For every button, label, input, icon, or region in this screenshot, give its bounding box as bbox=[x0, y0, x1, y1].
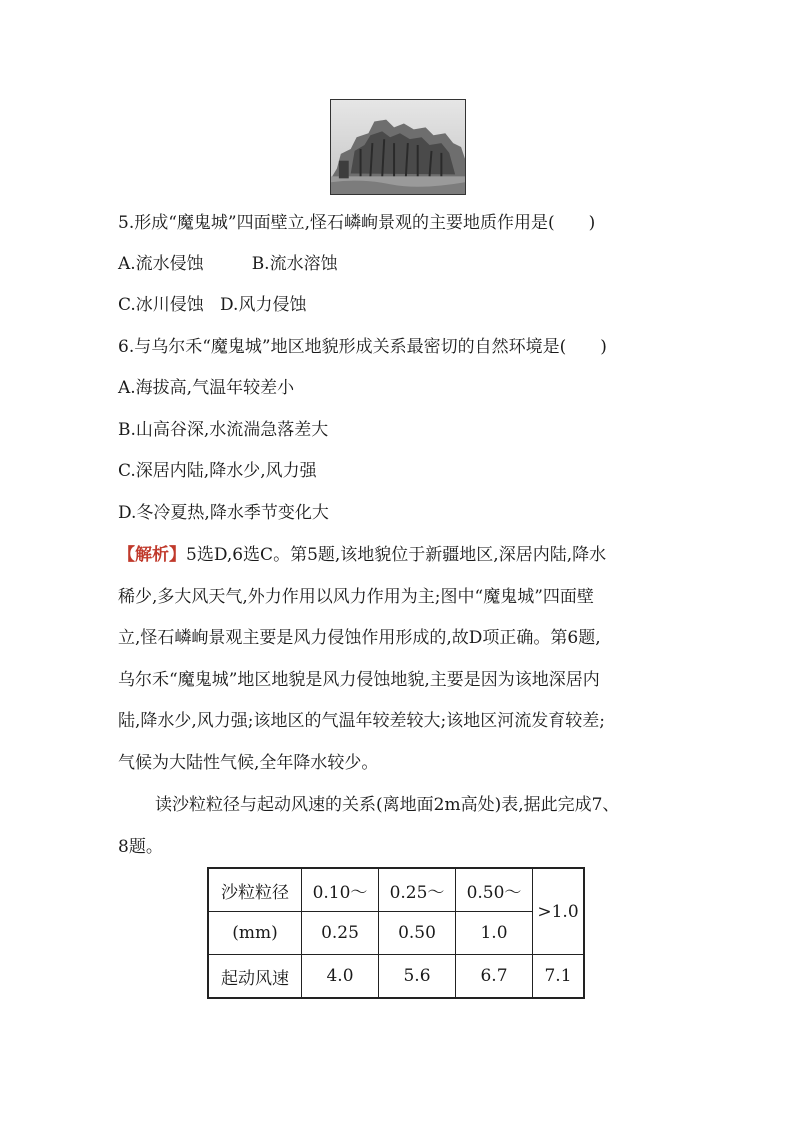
q6-option-c: C.深居内陆,降水少,风力强 bbox=[118, 461, 317, 481]
range-2-top: 0.25～ bbox=[379, 868, 456, 912]
q6-stem: 6.与乌尔禾“魔鬼城”地区地貌形成关系最密切的自然环境是( ) bbox=[118, 337, 607, 357]
speed-2: 5.6 bbox=[379, 955, 456, 999]
q6-option-b: B.山高谷深,水流湍急落差大 bbox=[118, 420, 329, 440]
header-label-unit: (mm) bbox=[208, 912, 302, 955]
analysis-line-6: 气候为大陆性气候,全年降水较少。 bbox=[118, 753, 379, 773]
sand-grain-wind-speed-table bbox=[207, 867, 585, 999]
header-label-grain-size: 沙粒粒径 bbox=[208, 868, 302, 912]
range-1-top: 0.10～ bbox=[302, 868, 379, 912]
intro-line-2: 8题。 bbox=[118, 837, 163, 857]
q6-option-a: A.海拔高,气温年较差小 bbox=[118, 378, 295, 398]
range-4: >1.0 bbox=[533, 868, 585, 955]
q5-option-d: D.风力侵蚀 bbox=[220, 295, 307, 315]
analysis-line-3: 立,怪石嶙峋景观主要是风力侵蚀作用形成的,故D项正确。第6题, bbox=[118, 628, 601, 648]
analysis-line-5: 陆,降水少,风力强;该地区的气温年较差较大;该地区河流发育较差; bbox=[118, 711, 605, 731]
q5-option-c: C.冰川侵蚀 bbox=[118, 295, 204, 315]
q5-option-b: B.流水溶蚀 bbox=[251, 254, 338, 274]
analysis-text-1: 5选D,6选C。第5题,该地貌位于新疆地区,深居内陆,降水 bbox=[186, 545, 607, 565]
q5-stem: 5.形成“魔鬼城”四面壁立,怪石嶙峋景观的主要地质作用是( ) bbox=[118, 213, 596, 233]
range-1-bottom: 0.25 bbox=[302, 912, 379, 955]
analysis-line-2: 稀少,多大风天气,外力作用以风力作用为主;图中“魔鬼城”四面壁 bbox=[118, 587, 594, 607]
q5-options-row-1 bbox=[118, 253, 338, 275]
q5-options-row-2 bbox=[118, 294, 306, 316]
range-3-top: 0.50～ bbox=[456, 868, 533, 912]
analysis-line-4: 乌尔禾“魔鬼城”地区地貌是风力侵蚀地貌,主要是因为该地深居内 bbox=[118, 670, 600, 690]
q6-option-d: D.冬冷夏热,降水季节变化大 bbox=[118, 503, 329, 523]
analysis-line-1 bbox=[118, 544, 678, 566]
analysis-tag: 【解析】 bbox=[118, 545, 186, 565]
range-3-bottom: 1.0 bbox=[456, 912, 533, 955]
range-2-bottom: 0.50 bbox=[379, 912, 456, 955]
speed-3: 6.7 bbox=[456, 955, 533, 999]
speed-4: 7.1 bbox=[533, 955, 585, 999]
speed-1: 4.0 bbox=[302, 955, 379, 999]
row-label-wind-speed: 起动风速 bbox=[208, 955, 302, 999]
yardang-landform-photo bbox=[330, 99, 466, 195]
intro-line-1: 读沙粒粒径与起动风速的关系(离地面2m高处)表,据此完成7、 bbox=[155, 795, 620, 815]
q5-option-a: A.流水侵蚀 bbox=[118, 254, 204, 274]
